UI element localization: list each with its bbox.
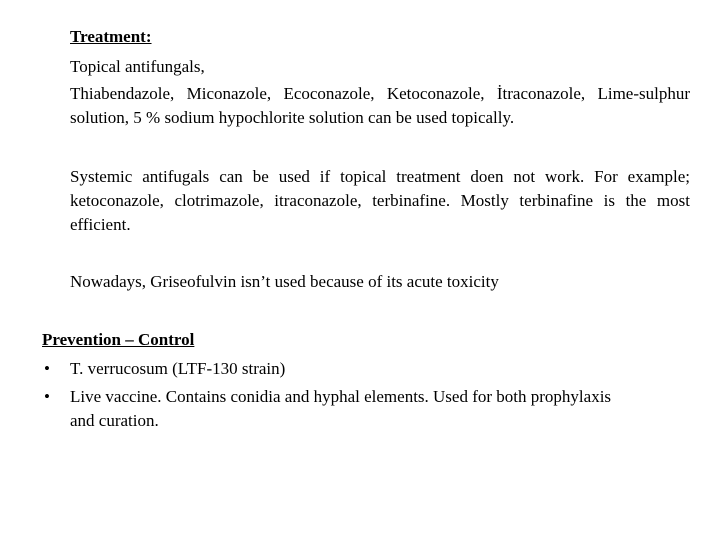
treatment-systemic-paragraph: Systemic antifugals can be used if topical treatment doen not work. For example; ketoconazole, clotrimazole, itraconazole, terbinafine. Mostly terbinafine is the most efficient. <box>70 167 690 234</box>
bullet-icon: • <box>44 387 50 406</box>
prevention-heading: Prevention – Control <box>42 330 195 349</box>
prevention-item-vaccine: Live vaccine. Contains conidia and hyphal elements. Used for both prophylaxis and curation. <box>70 387 612 430</box>
treatment-griseofulvin-note: Nowadays, Griseofulvin isn’t used because of its acute toxicity <box>70 272 499 291</box>
treatment-heading: Treatment: <box>70 27 152 46</box>
prevention-item-strain: T. verrucosum (LTF-130 strain) <box>70 359 286 378</box>
treatment-topical-label: Topical antifungals, <box>70 57 205 76</box>
bullet-icon: • <box>44 359 50 378</box>
treatment-topical-list: Thiabendazole, Miconazole, Ecoconazole, Ketoconazole, İtraconazole, Lime-sulphur solution, 5 % sodium hypochlorite solution can be used topically. <box>70 84 690 127</box>
